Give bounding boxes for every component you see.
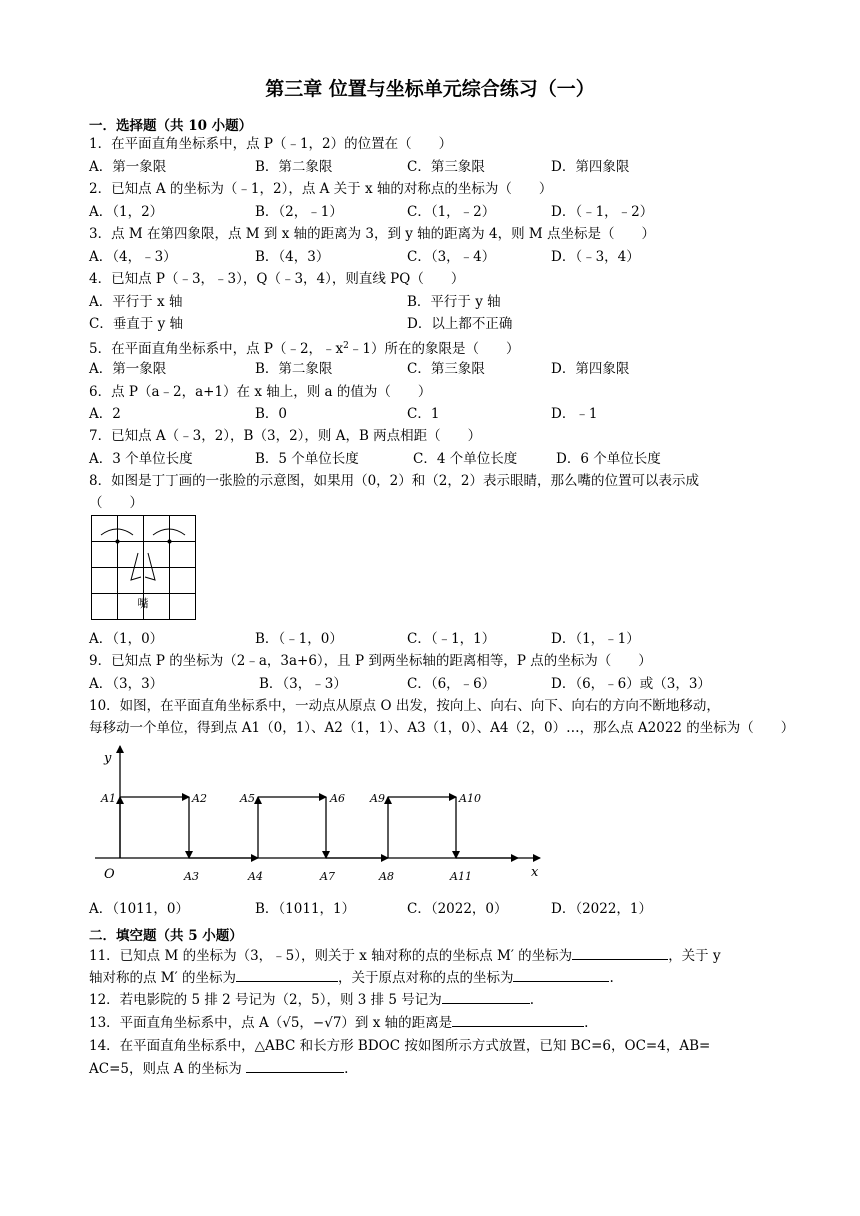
q8-option-d: D．（1，﹣1） bbox=[551, 631, 640, 647]
q10-line2: 每移动一个单位，得到点 A1（0，1）、A2（1，1）、A3（1，0）、A4（2，0）…，那么点 A2022 的坐标为（ ） bbox=[89, 720, 795, 736]
label-a1: A1 bbox=[101, 792, 116, 805]
label-a5: A5 bbox=[240, 792, 255, 805]
x-axis-label: x bbox=[531, 865, 539, 880]
q7-option-a: A．3 个单位长度 bbox=[89, 451, 193, 467]
q2-option-d: D．（﹣1，﹣2） bbox=[551, 204, 654, 220]
q2-option-b: B．（2，﹣1） bbox=[255, 204, 343, 220]
q3-option-a: A．（4，﹣3） bbox=[89, 249, 177, 265]
label-a8: A8 bbox=[379, 870, 394, 883]
q11-blank-1[interactable] bbox=[572, 947, 668, 960]
label-a7: A7 bbox=[320, 870, 335, 883]
q4-stem: 4．已知点 P（﹣3，﹣3），Q（﹣3，4），则直线 PQ（ ） bbox=[89, 271, 465, 287]
q9-stem: 9．已知点 P 的坐标为（2﹣a，3a+6），且 P 到两坐标轴的距离相等，P 点的坐标为（ ） bbox=[89, 653, 652, 669]
label-a4: A4 bbox=[248, 870, 263, 883]
q7-option-c: C．4 个单位长度 bbox=[413, 451, 518, 467]
q12-stem: 12．若电影院的 5 排 2 号记为（2，5），则 3 排 5 号记为 . bbox=[89, 992, 535, 1008]
y-axis-label: y bbox=[104, 751, 112, 766]
q9-option-c: C．（6，﹣6） bbox=[407, 676, 496, 692]
left-eye bbox=[116, 540, 120, 544]
label-a2: A2 bbox=[192, 792, 207, 805]
face-grid-figure bbox=[91, 515, 197, 621]
q9-option-b: B．（3，﹣3） bbox=[259, 676, 347, 692]
q4-option-d: D．以上都不正确 bbox=[407, 316, 513, 332]
q5-option-c: C．第三象限 bbox=[407, 361, 485, 377]
q1-stem: 1．在平面直角坐标系中，点 P（﹣1，2）的位置在（ ） bbox=[89, 136, 453, 152]
q5-option-a: A．第一象限 bbox=[89, 361, 167, 377]
q1-option-a: A．第一象限 bbox=[89, 159, 167, 175]
q12-blank[interactable] bbox=[442, 991, 530, 1004]
q11-blank-3[interactable] bbox=[513, 969, 609, 982]
q1-option-b: B．第二象限 bbox=[255, 159, 333, 175]
q6-stem: 6．点 P（a﹣2，a+1）在 x 轴上，则 a 的值为（ ） bbox=[89, 384, 432, 400]
right-eye bbox=[168, 540, 172, 544]
q10-option-c: C．（2022，0） bbox=[407, 901, 508, 917]
q2-option-a: A．（1，2） bbox=[89, 204, 164, 220]
q10-option-b: B．（1011，1） bbox=[255, 901, 356, 917]
section-choice: 一．选择题（共 10 小题） bbox=[89, 118, 253, 134]
label-a9: A9 bbox=[370, 792, 385, 805]
q1-option-c: C．第三象限 bbox=[407, 159, 485, 175]
q8-option-a: A．（1，0） bbox=[89, 631, 164, 647]
q3-stem: 3．点 M 在第四象限，点 M 到 x 轴的距离为 3，到 y 轴的距离为 4，则 M 点坐标是（ ） bbox=[89, 226, 655, 242]
label-a11: A11 bbox=[450, 870, 472, 883]
q14-line2: AC=5，则点 A 的坐标为 . bbox=[89, 1061, 349, 1077]
q5-option-d: D．第四象限 bbox=[551, 361, 630, 377]
q14-blank[interactable] bbox=[246, 1060, 344, 1073]
label-a10: A10 bbox=[459, 792, 481, 805]
q11-line1: 11．已知点 M 的坐标为（3，﹣5），则关于 x 轴对称的点的坐标点 M′ 的坐标为 ，关于 y bbox=[89, 948, 721, 964]
label-a6: A6 bbox=[330, 792, 345, 805]
q3-option-d: D．（﹣3，4） bbox=[551, 249, 640, 265]
q4-option-c: C．垂直于 y 轴 bbox=[89, 316, 184, 332]
q11-line2: 轴对称的点 M′ 的坐标为 ，关于原点对称的点的坐标为 . bbox=[89, 970, 614, 986]
q8-option-b: B．（﹣1，0） bbox=[255, 631, 343, 647]
q3-option-c: C．（3，﹣4） bbox=[407, 249, 496, 265]
q8-stem-bracket: （ ） bbox=[89, 495, 143, 511]
q6-option-b: B．0 bbox=[255, 406, 288, 422]
q1-option-d: D．第四象限 bbox=[551, 159, 630, 175]
page-title: 第三章 位置与坐标单元综合练习（一） bbox=[265, 78, 595, 100]
q10-option-d: D．（2022，1） bbox=[551, 901, 653, 917]
q2-stem: 2．已知点 A 的坐标为（﹣1，2），点 A 关于 x 轴的对称点的坐标为（ ） bbox=[89, 181, 553, 197]
q4-option-b: B．平行于 y 轴 bbox=[407, 294, 501, 310]
q13-blank[interactable] bbox=[452, 1014, 584, 1027]
q6-option-d: D．﹣1 bbox=[551, 406, 598, 422]
q4-option-a: A．平行于 x 轴 bbox=[89, 294, 183, 310]
q10-line1: 10．如图，在平面直角坐标系中，一动点从原点 O 出发，按向上、向右、向下、向右的方向不断地移动， bbox=[89, 698, 720, 714]
q7-stem: 7．已知点 A（﹣3，2），B（3，2），则 A，B 两点相距（ ） bbox=[89, 428, 482, 444]
q13-stem: 13．平面直角坐标系中，点 A（√5，−√7）到 x 轴的距离是 . bbox=[89, 1015, 589, 1031]
q3-option-b: B．（4，3） bbox=[255, 249, 330, 265]
q9-option-d: D．（6，﹣6）或（3，3） bbox=[551, 676, 711, 692]
q5-stem: 5．在平面直角坐标系中，点 P（﹣2，$﹣x^2﹣1$）所在的象限是（ ） bbox=[89, 341, 520, 357]
q7-option-b: B．5 个单位长度 bbox=[255, 451, 359, 467]
q6-option-a: A．2 bbox=[89, 406, 121, 422]
q2-option-c: C．（1，﹣2） bbox=[407, 204, 496, 220]
q14-line1: 14．在平面直角坐标系中，△ABC 和长方形 BDOC 按如图所示方式放置，已知 BC=6，OC=4，AB= bbox=[89, 1038, 711, 1054]
q10-option-a: A．（1011，0） bbox=[89, 901, 189, 917]
origin-label: O bbox=[104, 867, 115, 882]
q8-option-c: C．（﹣1，1） bbox=[407, 631, 496, 647]
q9-option-a: A．（3，3） bbox=[89, 676, 164, 692]
mouth-label: 嘴 bbox=[137, 597, 149, 610]
q5-option-b: B．第二象限 bbox=[255, 361, 333, 377]
label-a3: A3 bbox=[184, 870, 199, 883]
path-coordinate-figure bbox=[90, 740, 550, 888]
q8-stem: 8．如图是丁丁画的一张脸的示意图，如果用（0，2）和（2，2）表示眼睛，那么嘴的位置可以表示成 bbox=[89, 473, 699, 489]
q7-option-d: D．6 个单位长度 bbox=[556, 451, 661, 467]
q11-blank-2[interactable] bbox=[236, 969, 338, 982]
section-fill: 二．填空题（共 5 小题） bbox=[89, 928, 243, 944]
q6-option-c: C．1 bbox=[407, 406, 440, 422]
